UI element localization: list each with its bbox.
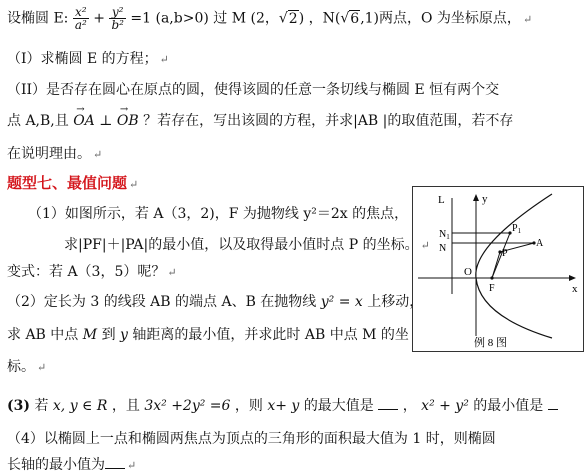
q3-line: (3) 若 x, y ∈ R ，且 3x² +2y² =6 ，则 x+ y 的最大值是 ， x² + y² 的最小值是 [7, 395, 558, 415]
fraction-y-over-b: $\frac{\text{y²}}{\text{b²}}$ [111, 5, 124, 32]
parabola-curve [476, 194, 552, 338]
part-ii-line-3: 在说明理由。 ↵ [7, 146, 103, 162]
answer-blank[interactable] [105, 454, 125, 469]
label-a: A [536, 238, 544, 249]
q4-line-2: 长轴的最小值为 ↵ [7, 454, 136, 475]
paragraph-mark: ↵ [522, 12, 533, 26]
q1-line: （1）如图所示，若 A（3，2)，F 为抛物线 y²＝2x 的焦点， [28, 206, 409, 222]
sqrt-6: 6 [350, 10, 360, 27]
point-f [490, 276, 493, 279]
answer-blank[interactable] [548, 395, 558, 410]
section-heading: 题型七、最值问题 ↵ [7, 174, 139, 192]
fraction-x-over-a: $\frac{\text{x²}}{\text{a²}}$ [74, 5, 87, 32]
sqrt-2: 2 [288, 10, 298, 27]
answer-blank[interactable] [378, 395, 398, 410]
label-x: x [572, 283, 578, 295]
figure-border [413, 187, 584, 352]
p-to-f [492, 252, 500, 278]
part-ii-line: （II）是否存在圆心在原点的圆，使得该圆的任意一条切线与椭圆 E 恒有两个交 [7, 82, 500, 98]
q1-line-2: 求|PF|＋|PA|的最小值，以及取得最小值时点 P 的坐标。 ↵ [64, 237, 430, 253]
q2-line-2: 求 AB 中点 M 到 y 轴距离的最小值，并求此时 AB 中点 M 的坐 [7, 327, 409, 343]
vector-oa: → OA [73, 112, 95, 130]
label-n1: $N_1$ [439, 229, 450, 241]
variant-line: 变式：若 A（3，5）呢？ ↵ [7, 264, 177, 280]
label-y: y [482, 193, 488, 205]
label-f: F [489, 283, 495, 294]
label-p: P [502, 248, 508, 259]
label-p1: $P_1$ [512, 223, 522, 235]
x-axis-arrow [569, 275, 576, 281]
figure-caption: 例 8 图 [474, 337, 507, 349]
parabola-figure [412, 186, 584, 352]
y-axis-arrow [473, 194, 479, 201]
q4-line: （4）以椭圆上一点和椭圆两焦点为顶点的三角形的面积最大值为 1 时，则椭圆 [7, 431, 496, 447]
label-o: O [464, 266, 472, 278]
vector-ob: → OB [117, 112, 139, 130]
label-n: N [439, 243, 447, 254]
part-ii-line-2: 点 A,B,且 → OA ⊥ → OB ？若存在，写出该圆的方程，并求|AB |的取值范围，若不存 [7, 112, 513, 130]
q2-line: （2）定长为 3 的线段 AB 的端点 A、B 在抛物线 y² = x 上移动， [7, 294, 424, 310]
label-l: L [438, 194, 445, 206]
q2-line-3: 标。 ↵ [7, 359, 47, 375]
problem-intro-line: 设椭圆 E: $\frac{\text{x²}}{\text{a²}}$ + $\frac{\text{y²}}{\text{b²}}$ =1 (a,b>0) 过 M (2，√2) ，N(√6,1)两点，O 为坐标原点， ↵ [7, 5, 533, 32]
part-i-line: （I）求椭圆 E 的方程； ↵ [7, 51, 169, 67]
text-segment: 设椭圆 E: [7, 10, 69, 27]
